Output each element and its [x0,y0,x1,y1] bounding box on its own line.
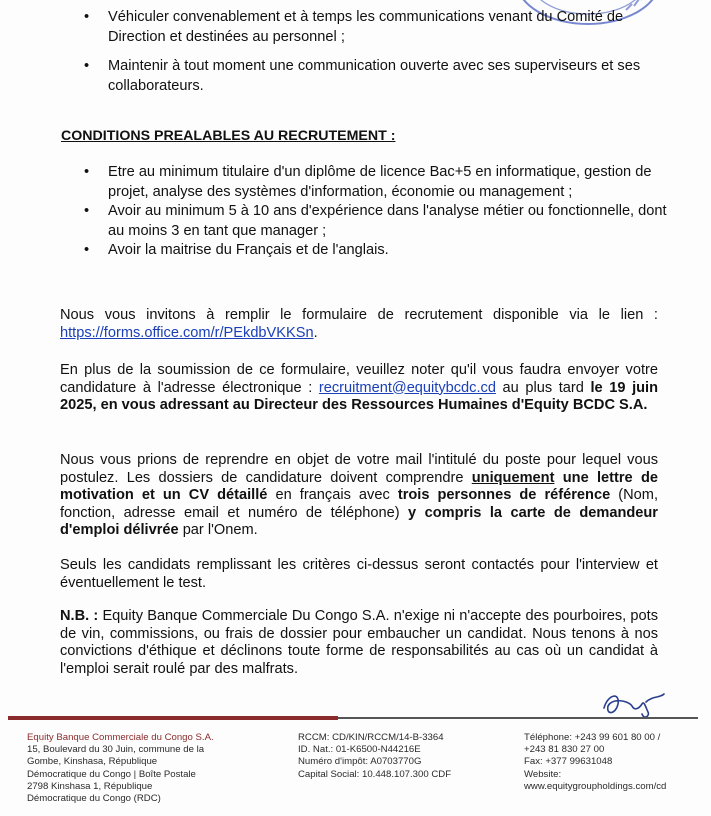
selection-paragraph: Seuls les candidats remplissant les critères ci-dessus seront contactés pour l'interview et éventuellement le test. [60,557,658,591]
list-item: • Avoir au minimum 5 à 10 ans d'expérience dans l'analyse métier ou fonctionnelle, dont au moins 3 en tant que manager ; [84,203,667,239]
subject-paragraph: Nous vous prions de reprendre en objet de votre mail l'intitulé du poste pour lequel vous postulez. Les dossiers de candidature doivent comprendre uniquement une lettre de motivation et un CV détaillé en français avec trois personnes de référence (Nom, fonction, adresse email et numéro de téléphone) y compris la carte de demandeur d'emploi délivrée par l'Onem. [60,452,658,538]
list-item: • Véhiculer convenablement et à temps les communications venant du Comité de Direction et destinées au personnel ; [84,9,624,45]
website-link[interactable]: www.equitygroupholdings.com/cd [524,780,667,792]
list-item: • Avoir la maitrise du Français et de l'anglais. [84,242,389,258]
footer-contact: Téléphone: +243 99 601 80 00 / +243 81 830 27 00 Fax: +377 99631048 Website: www.equitygroupholdings.com/cd [524,732,704,793]
footer-divider [8,716,698,720]
footer-address: Equity Banque Commerciale du Congo S.A. 15, Boulevard du 30 Juin, commune de la Gombe, Kinshasa, République Démocratique du Congo | Boîte Postale 2798 Kinshasa 1, République Démocratique du Congo (RDC) [27,732,242,805]
conditions-list [84,163,674,261]
list-item: • Etre au minimum titulaire d'un diplôme de licence Bac+5 en informatique, gestion de projet, analyse des systèmes d'information, économie ou management ; [84,164,652,200]
submission-paragraph: En plus de la soumission de ce formulaire, veuillez noter qu'il vous faudra envoyer votre candidature à l'adresse électronique : recruitment@equitybcdc.cd au plus tard le 19 juin 2025, en vous adressant au Directeur des Ressources Humaines d'Equity BCDC S.A. [60,362,659,413]
conditions-heading: CONDITIONS PREALABLES AU RECRUTEMENT : [61,128,396,144]
signature [598,686,668,720]
footer-company-name: Equity Banque Commerciale du Congo S.A. [27,732,214,743]
nb-paragraph: N.B. : Equity Banque Commerciale Du Congo S.A. n'exige ni n'accepte des pourboires, pots de vin, commissions, ou frais de dossier pour embaucher un candidat. Nous tenons à nos convictions d'éthique et déclinons toute forme de responsabilités au cas où un candidat à l'emploi serait roulé par des malfrats. [60,608,658,677]
responsibilities-list [84,8,674,106]
footer-registry: RCCM: CD/KIN/RCCM/14-B-3364 ID. Nat.: 01-K6500-N44216E Numéro d'impôt: A0703770G Capital Social: 10.448.107.300 CDF [298,732,452,780]
recruitment-email-link[interactable]: recruitment@equitybcdc.cd [318,379,496,396]
form-invitation-paragraph: Nous vous invitons à remplir le formulaire de recrutement disponible via le lien : https://forms.office.com/r/PEkdbVKKSn. [60,307,658,341]
list-item: • Maintenir à tout moment une communication ouverte avec ses superviseurs et ses collaborateurs. [84,58,641,94]
recruitment-form-link[interactable]: https://forms.office.com/r/PEkdbVKKSn [60,324,314,341]
